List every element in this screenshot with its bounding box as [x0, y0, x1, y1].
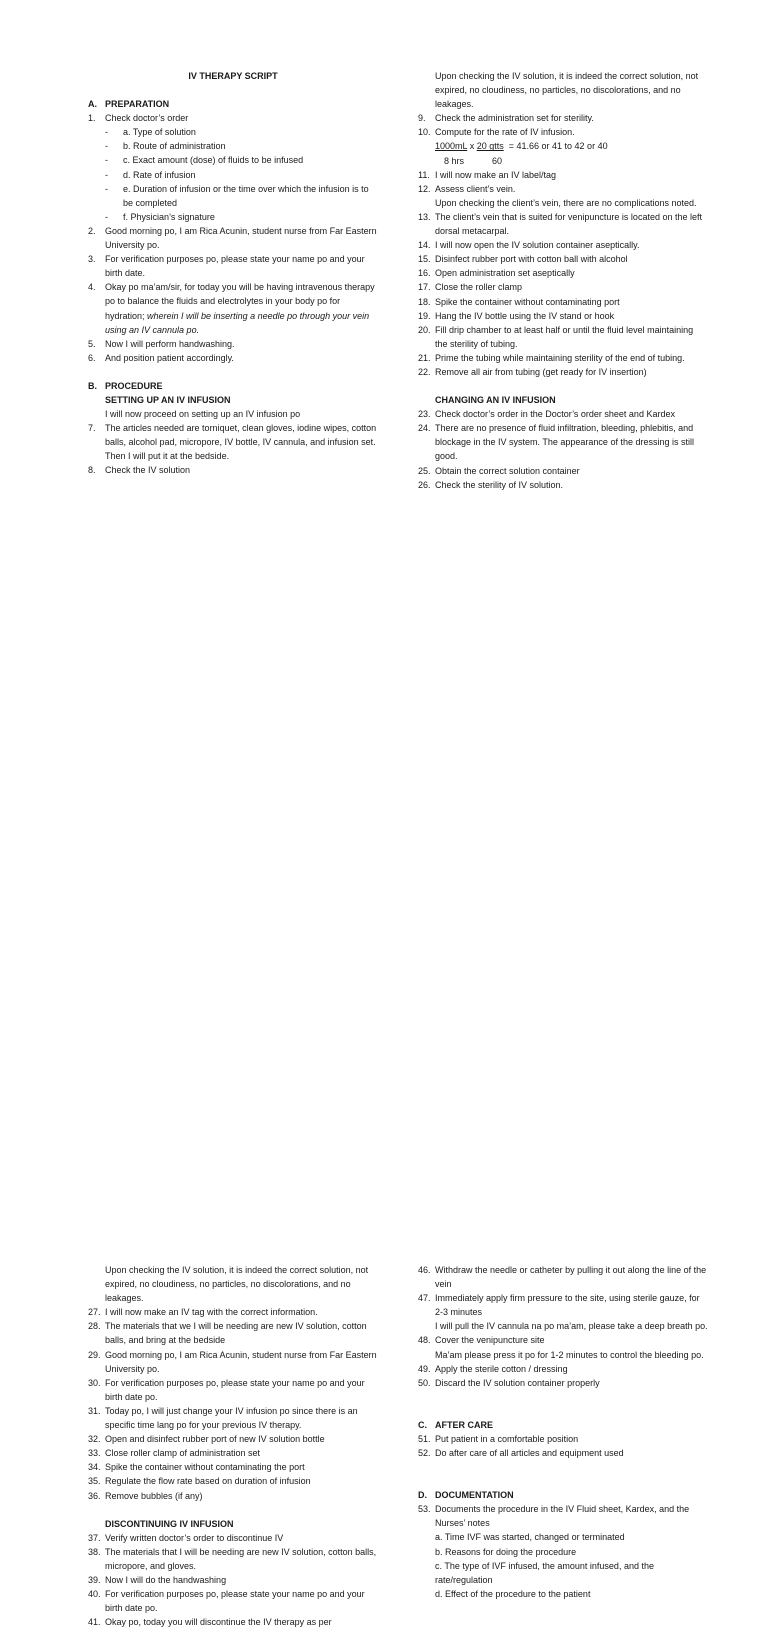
- item-number: -: [105, 211, 108, 222]
- item-text: AFTER CARE: [435, 1419, 493, 1430]
- list-item: [88, 351, 378, 365]
- item-text: PROCEDURE: [105, 380, 163, 391]
- item-text: I will now make an IV tag with the correct information.: [105, 1307, 318, 1318]
- page-1-left-column: [88, 69, 378, 478]
- item-text: Hang the IV bottle using the IV stand or hook: [435, 310, 615, 321]
- list-item: [418, 478, 708, 492]
- item-number: 40.: [88, 1589, 101, 1600]
- item-text: I will now open the IV solution container aseptically.: [435, 240, 640, 251]
- list-item: [88, 337, 378, 351]
- item-number: 35.: [88, 1476, 101, 1487]
- item-number: 6.: [88, 352, 96, 363]
- item-text: Now I will do the handwashing: [105, 1574, 227, 1585]
- item-number: 13.: [418, 211, 431, 222]
- list-item-note: [418, 1348, 708, 1362]
- list-item: [418, 182, 708, 196]
- item-text: Compute for the rate of IV infusion.: [435, 127, 575, 138]
- item-number: 23.: [418, 409, 431, 420]
- item-text: And position patient accordingly.: [105, 352, 234, 363]
- item-number: 14.: [418, 240, 431, 251]
- item-number: 36.: [88, 1490, 101, 1501]
- list-item-note: [88, 407, 378, 421]
- item-text: For verification purposes po, please state your name po and your birth date po.: [105, 1589, 365, 1614]
- item-text: b. Reasons for doing the procedure: [435, 1546, 577, 1557]
- item-text: a. Type of solution: [123, 127, 196, 138]
- item-number: 5.: [88, 338, 96, 349]
- item-text: d. Effect of the procedure to the patient: [435, 1588, 591, 1599]
- item-text: Ma’am please press it po for 1-2 minutes to control the bleeding po.: [435, 1349, 704, 1360]
- list-item-note: [418, 1530, 708, 1544]
- section-heading: [418, 1488, 708, 1502]
- item-number: 17.: [418, 282, 431, 293]
- item-text: Close roller clamp of administration set: [105, 1448, 261, 1459]
- list-item: [88, 1573, 378, 1587]
- item-text: f. Physician’s signature: [123, 211, 215, 222]
- item-number: 27.: [88, 1307, 101, 1318]
- list-item: [88, 1587, 378, 1615]
- item-text: Upon checking the IV solution, it is indeed the correct solution, not expired, no cloudiness, no particles, no discolorations, and no leakages.: [435, 71, 699, 110]
- item-text: Do after care of all articles and equipment used: [435, 1448, 624, 1459]
- list-item: [418, 1502, 708, 1530]
- list-item: [88, 1305, 378, 1319]
- item-number: 15.: [418, 254, 431, 265]
- list-item: [418, 266, 708, 280]
- list-item: [418, 1446, 708, 1460]
- list-item: [88, 1446, 378, 1460]
- item-text: Upon checking the client’s vein, there are no complications noted.: [435, 197, 697, 208]
- item-text: e. Duration of infusion or the time over which the infusion is to be completed: [123, 183, 369, 208]
- list-item: [418, 1291, 708, 1319]
- document-title: IV THERAPY SCRIPT: [188, 71, 278, 81]
- list-item-note: [88, 1263, 378, 1305]
- list-item: [418, 111, 708, 125]
- item-number: 2.: [88, 225, 96, 236]
- formula-drop-factor: 20 gtts: [476, 141, 504, 152]
- item-text: Check the IV solution: [105, 465, 191, 476]
- item-number: 22.: [418, 366, 431, 377]
- item-text: PREPARATION: [105, 99, 170, 110]
- item-text: For verification purposes po, please state your name po and your birth date.: [105, 254, 365, 279]
- item-number: A.: [88, 99, 97, 110]
- blank-line: [418, 1474, 708, 1488]
- item-text: Verify written doctor’s order to discontinue IV: [105, 1532, 284, 1543]
- blank-line: [418, 379, 708, 393]
- item-text: Today po, I will just change your IV infusion po since there is an specific time lang po for your previous IV therapy.: [105, 1405, 358, 1431]
- item-number: 48.: [418, 1335, 431, 1346]
- list-item: [418, 407, 708, 421]
- blank-line: [418, 1390, 708, 1404]
- item-text: I will now make an IV label/tag: [435, 169, 557, 180]
- list-item: [418, 421, 708, 463]
- item-number: 7.: [88, 423, 96, 434]
- item-number: 51.: [418, 1433, 431, 1444]
- item-text: Check doctor’s order in the Doctor’s order sheet and Kardex: [435, 409, 675, 420]
- item-number: 50.: [418, 1377, 431, 1388]
- item-number: 41.: [88, 1617, 101, 1628]
- list-item: [418, 168, 708, 182]
- item-text: Discard the IV solution container properly: [435, 1377, 600, 1388]
- item-text: Spike the container without contaminating the port: [105, 1462, 305, 1473]
- item-number: 26.: [418, 479, 431, 490]
- list-item: [88, 1404, 378, 1432]
- item-text: Now I will perform handwashing.: [105, 338, 235, 349]
- list-item: [88, 1432, 378, 1446]
- item-text: I will pull the IV cannula na po ma’am, please take a deep breath po.: [435, 1321, 708, 1332]
- item-number: 10.: [418, 127, 431, 138]
- item-text: The client’s vein that is suited for venipuncture is located on the left dorsal metacarpal.: [435, 211, 702, 237]
- list-item: [418, 323, 708, 351]
- item-text: DISCONTINUING IV INFUSION: [105, 1518, 234, 1529]
- blank-line: [88, 1503, 378, 1517]
- sub-item: [88, 168, 378, 182]
- item-number: 25.: [418, 465, 431, 476]
- item-number: -: [105, 183, 108, 194]
- item-number: -: [105, 169, 108, 180]
- item-number: -: [105, 155, 108, 166]
- list-item: [418, 464, 708, 478]
- section-heading: [418, 1418, 708, 1432]
- list-item: [88, 1489, 378, 1503]
- blank-line: [88, 365, 378, 379]
- item-text: I will now proceed on setting up an IV infusion po: [105, 409, 301, 420]
- item-number: 19.: [418, 310, 431, 321]
- item-text: Okay po ma’am/sir, for today you will be having intravenous therapy po to balance the fluids and electrolytes in your body po for hydration;: [105, 282, 375, 321]
- item-text: Documents the procedure in the IV Fluid sheet, Kardex, and the Nurses’ notes: [435, 1504, 690, 1529]
- item-number: 11.: [418, 169, 430, 180]
- item-text: Remove all air from tubing (get ready for IV insertion): [435, 366, 647, 377]
- list-item: [418, 365, 708, 379]
- item-text: Good morning po, I am Rica Acunin, student nurse from Far Eastern University po.: [105, 1349, 377, 1374]
- section-heading: [88, 379, 378, 393]
- formula-volume: 1000mL: [435, 141, 468, 152]
- item-number: -: [105, 127, 108, 138]
- item-text: DOCUMENTATION: [435, 1490, 514, 1501]
- list-item: [418, 1362, 708, 1376]
- list-item: [88, 280, 378, 336]
- list-item: [418, 210, 708, 238]
- sub-item: [88, 153, 378, 167]
- page-1-right-column: [418, 69, 708, 492]
- item-text: Cover the venipuncture site: [435, 1335, 545, 1346]
- sub-item: [88, 139, 378, 153]
- rate-formula-denominators: [418, 154, 708, 168]
- item-text: c. The type of IVF infused, the amount infused, and the rate/regulation: [435, 1560, 654, 1585]
- item-number: 18.: [418, 296, 431, 307]
- list-item: [88, 1615, 378, 1629]
- list-item: [88, 1545, 378, 1573]
- list-item: [418, 1333, 708, 1347]
- list-item: [88, 111, 378, 125]
- list-item: [418, 1432, 708, 1446]
- formula-hours: 8 hrs: [444, 155, 465, 166]
- item-text: c. Exact amount (dose) of fluids to be infused: [123, 155, 304, 166]
- subsection-heading: [418, 393, 708, 407]
- item-number: 53.: [418, 1504, 431, 1515]
- item-text: The materials that I will be needing are new IV solution, cotton balls, micropore, and gloves.: [105, 1546, 377, 1571]
- item-text: Remove bubbles (if any): [105, 1490, 203, 1501]
- list-item-note: [418, 69, 708, 111]
- item-number: 49.: [418, 1363, 431, 1374]
- list-item: [88, 1460, 378, 1474]
- item-text: Open and disinfect rubber port of new IV solution bottle: [105, 1434, 325, 1445]
- item-number: 32.: [88, 1434, 101, 1445]
- list-item: [418, 1376, 708, 1390]
- list-item: [88, 1531, 378, 1545]
- page-2-right-column: [418, 1263, 708, 1601]
- item-number: 28.: [88, 1321, 101, 1332]
- item-text: Prime the tubing while maintaining sterility of the end of tubing.: [435, 352, 685, 363]
- item-number: 8.: [88, 465, 96, 476]
- list-item: [418, 295, 708, 309]
- item-text: Disinfect rubber port with cotton ball with alcohol: [435, 254, 628, 265]
- list-item-note: [418, 1559, 708, 1587]
- sub-item: [88, 125, 378, 139]
- formula-minutes: 60: [492, 155, 503, 166]
- item-number: 37.: [88, 1532, 101, 1543]
- list-item: [418, 1263, 708, 1291]
- item-text: Check the administration set for sterility.: [435, 113, 594, 124]
- item-text: Spike the container without contaminating port: [435, 296, 620, 307]
- list-item: [88, 421, 378, 463]
- item-number: 29.: [88, 1349, 101, 1360]
- list-item: [88, 463, 378, 477]
- item-number: 3.: [88, 254, 96, 265]
- blank-line: [88, 83, 378, 97]
- list-item-note: [418, 1545, 708, 1559]
- item-text: Upon checking the IV solution, it is indeed the correct solution, not expired, no cloudiness, no particles, no discolorations, and no leakages.: [105, 1265, 369, 1304]
- item-text: Regulate the flow rate based on duration of infusion: [105, 1476, 311, 1487]
- item-text: Assess client’s vein.: [435, 183, 516, 194]
- item-text-italic: wherein I will be inserting a needle po through your vein using an IV cannula po.: [105, 310, 370, 335]
- document-page-1: [0, 0, 768, 560]
- item-text: d. Rate of infusion: [123, 169, 196, 180]
- list-item: [418, 125, 708, 139]
- item-text: Put patient in a comfortable position: [435, 1433, 579, 1444]
- item-number: 12.: [418, 183, 431, 194]
- item-text: SETTING UP AN IV INFUSION: [105, 394, 231, 405]
- list-item-note: [418, 196, 708, 210]
- list-item: [418, 309, 708, 323]
- item-number: 20.: [418, 324, 431, 335]
- item-number: 33.: [88, 1448, 101, 1459]
- subsection-heading: [88, 1517, 378, 1531]
- item-text: b. Route of administration: [123, 141, 226, 152]
- list-item: [418, 238, 708, 252]
- item-number: 46.: [418, 1265, 431, 1275]
- item-text: Fill drip chamber to at least half or until the fluid level maintaining the sterility of tubing.: [435, 324, 694, 349]
- item-text: CHANGING AN IV INFUSION: [435, 395, 556, 406]
- list-item: [418, 351, 708, 365]
- item-text: a. Time IVF was started, changed or terminated: [435, 1532, 625, 1543]
- item-text: For verification purposes po, please state your name po and your birth date po.: [105, 1377, 365, 1402]
- item-number: 30.: [88, 1377, 101, 1388]
- item-number: 21.: [418, 352, 431, 363]
- page-2-left-column: [88, 1263, 378, 1629]
- subsection-heading: [88, 393, 378, 407]
- item-number: 4.: [88, 282, 96, 293]
- list-item: [88, 1348, 378, 1376]
- list-item-note: [418, 1319, 708, 1333]
- item-text: Withdraw the needle or catheter by pulling it out along the line of the vein: [435, 1265, 707, 1290]
- formula-result: = 41.66 or 41 to 42 or 40: [503, 141, 608, 152]
- item-number: 39.: [88, 1574, 101, 1585]
- item-text: The materials that we I will be needing are new IV solution, cotton balls, and bring at the bedside: [105, 1321, 367, 1346]
- list-item: [88, 224, 378, 252]
- item-text: Immediately apply firm pressure to the site, using sterile gauze, for 2-3 minutes: [435, 1293, 700, 1318]
- item-number: 24.: [418, 423, 431, 434]
- item-number: 38.: [88, 1546, 101, 1557]
- blank-line: [418, 1404, 708, 1418]
- item-number: 31.: [88, 1405, 101, 1416]
- list-item: [88, 252, 378, 280]
- item-text: Check doctor’s order: [105, 113, 189, 124]
- rate-formula: [418, 139, 708, 153]
- list-item: [418, 252, 708, 266]
- blank-line: [418, 1460, 708, 1474]
- item-number: 52.: [418, 1448, 431, 1459]
- item-number: 9.: [418, 113, 426, 124]
- formula-times: x: [467, 141, 477, 152]
- list-item-note: [418, 1587, 708, 1601]
- document-page-2: [0, 600, 768, 1628]
- item-text: Close the roller clamp: [435, 282, 523, 293]
- item-text: There are no presence of fluid infiltration, bleeding, phlebitis, and blockage in the IV system. The appearance of the dressing is still good.: [435, 423, 694, 462]
- item-number: 34.: [88, 1462, 101, 1473]
- item-number: D.: [418, 1490, 427, 1501]
- sub-item: [88, 182, 378, 210]
- item-text: Good morning po, I am Rica Acunin, student nurse from Far Eastern University po.: [105, 225, 377, 251]
- item-text: Check the sterility of IV solution.: [435, 479, 564, 490]
- item-number: 47.: [418, 1293, 431, 1304]
- list-item: [88, 1319, 378, 1347]
- item-text: Apply the sterile cotton / dressing: [435, 1363, 568, 1374]
- section-heading: [88, 97, 378, 111]
- item-text: The articles needed are torniquet, clean gloves, iodine wipes, cotton balls, alcohol pad, micropore, IV bottle, IV cannula, and infusion set. Then I will put it at the bedside.: [105, 423, 377, 462]
- item-number: 16.: [418, 268, 431, 279]
- item-text: Obtain the correct solution container: [435, 465, 580, 476]
- list-item: [418, 280, 708, 294]
- item-number: C.: [418, 1419, 427, 1430]
- list-item: [88, 1474, 378, 1488]
- item-number: -: [105, 141, 108, 152]
- list-item: [88, 1376, 378, 1404]
- item-text: Okay po, today you will discontinue the IV therapy as per: [105, 1617, 332, 1628]
- item-number: B.: [88, 380, 97, 391]
- sub-item: [88, 210, 378, 224]
- item-text: Open administration set aseptically: [435, 268, 575, 279]
- item-number: 1.: [88, 113, 96, 124]
